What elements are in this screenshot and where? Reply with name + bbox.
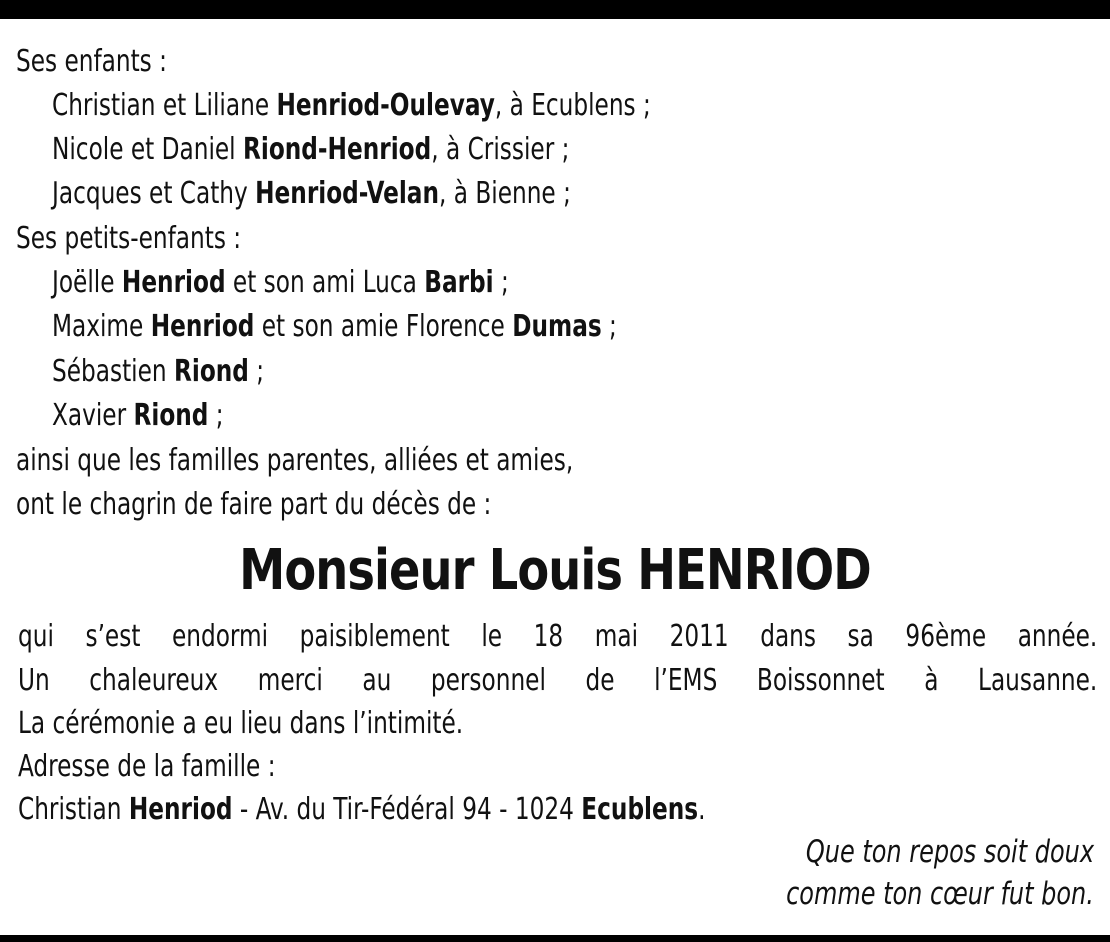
child-line-3: Jacques et Cathy Henriod-Velan, à Bienne ;	[52, 176, 571, 211]
grandchildren-heading: Ses petits-enfants :	[16, 221, 242, 256]
children-heading: Ses enfants :	[16, 44, 167, 79]
families-line: ainsi que les familles parentes, alliées et amies,	[16, 443, 574, 478]
deceased-name: Monsieur Louis HENRIOD	[239, 538, 871, 603]
grandchild-line-3: Sébastien Riond ;	[52, 354, 265, 389]
body-line-3: La cérémonie a eu lieu dans l’intimité.	[18, 706, 464, 741]
grandchild-line-4: Xavier Riond ;	[52, 398, 224, 433]
bottom-border-rule	[0, 935, 1110, 942]
grandchild-line-1: Joëlle Henriod et son ami Luca Barbi ;	[52, 265, 509, 300]
quote-line-1: Que ton repos soit doux	[805, 834, 1094, 870]
child-line-2: Nicole et Daniel Riond-Henriod, à Crissier ;	[52, 132, 570, 167]
quote-line-2: comme ton cœur fut bon.	[786, 876, 1094, 912]
child-line-1: Christian et Liliane Henriod-Oulevay, à Ecublens ;	[52, 88, 651, 123]
grandchild-line-2: Maxime Henriod et son amie Florence Dumas ;	[52, 309, 617, 344]
body-line-1: qui s’est endormi paisiblement le 18 mai 2011 dans sa 96ème année.	[18, 619, 1098, 654]
address-heading: Adresse de la famille :	[18, 749, 276, 784]
body-line-2: Un chaleureux merci au personnel de l’EMS Boissonnet à Lausanne.	[18, 663, 1098, 698]
announce-line: ont le chagrin de faire part du décès de :	[16, 487, 492, 522]
family-address: Christian Henriod - Av. du Tir-Fédéral 94 - 1024 Ecublens.	[18, 792, 706, 827]
top-border-rule	[0, 0, 1110, 19]
